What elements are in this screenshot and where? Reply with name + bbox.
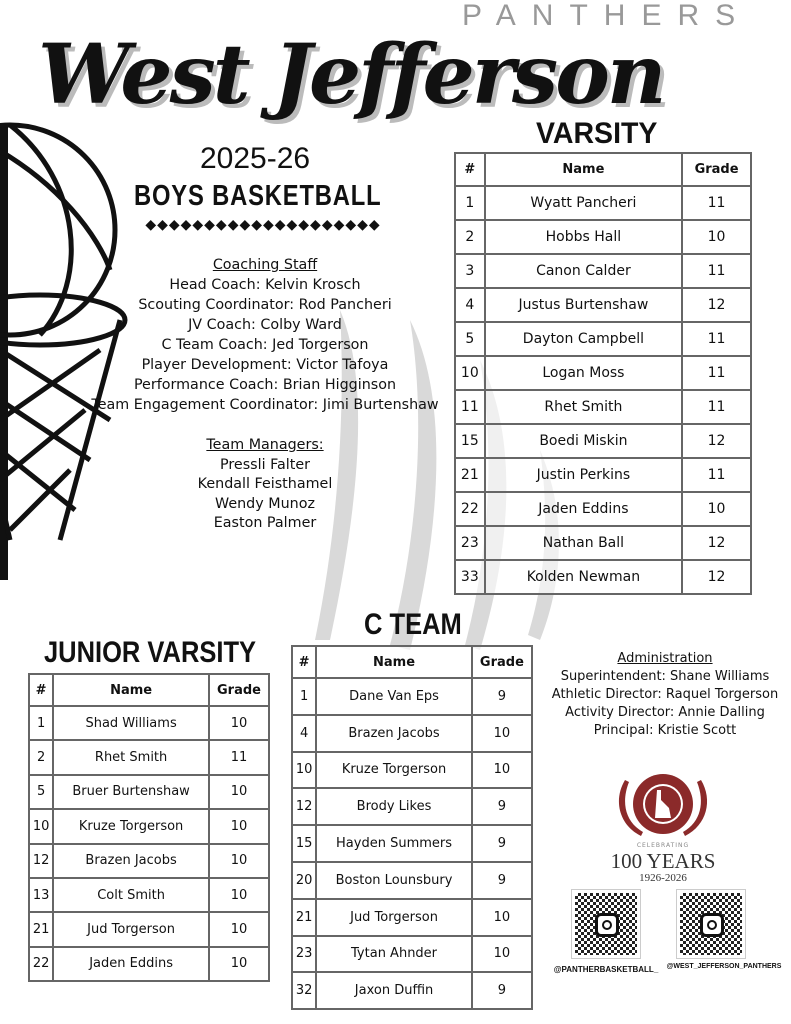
table-row [292, 936, 532, 973]
table-row [29, 740, 269, 774]
player-name: Jaxon Duffin [316, 972, 472, 1009]
column-header-grade: Grade [209, 674, 269, 706]
player-grade: 11 [682, 254, 751, 288]
varsity-title: VARSITY [536, 117, 658, 150]
table-row [455, 560, 751, 594]
team-managers-heading: Team Managers: [206, 437, 324, 453]
school-title: West Jefferson [38, 27, 664, 123]
staff-item: Player Development: Victor Tafoya [141, 357, 389, 373]
manager-item: Pressli Falter [219, 456, 311, 473]
player-grade: 12 [682, 424, 751, 458]
player-name: Dayton Campbell [485, 322, 682, 356]
instagram-handle: @WEST_JEFFERSON_PANTHERS [666, 963, 782, 970]
table-row [455, 288, 751, 322]
logo-celebrating: CELEBRATING [636, 842, 690, 849]
player-grade: 10 [209, 809, 269, 843]
table-row [455, 220, 751, 254]
table-row [455, 492, 751, 526]
player-grade: 10 [209, 844, 269, 878]
table-row [292, 862, 532, 899]
player-grade: 10 [472, 899, 532, 936]
player-grade: 11 [682, 356, 751, 390]
table-header-row [455, 153, 751, 186]
table-row [455, 458, 751, 492]
player-grade: 12 [682, 560, 751, 594]
column-header-number: # [455, 153, 485, 186]
logo-year-range: 1926-2026 [639, 872, 687, 884]
player-number: 21 [455, 458, 485, 492]
player-name: Tytan Ahnder [316, 936, 472, 973]
player-grade: 11 [682, 458, 751, 492]
player-grade: 10 [209, 706, 269, 740]
player-number: 12 [292, 788, 316, 825]
player-name: Brazen Jacobs [316, 715, 472, 752]
player-grade: 10 [472, 936, 532, 973]
player-grade: 11 [682, 186, 751, 220]
instagram-icon [700, 913, 724, 937]
team-managers [130, 436, 400, 534]
sport-title: BOYS BASKETBALL [134, 180, 382, 212]
player-name: Bruer Burtenshaw [53, 775, 209, 809]
table-row [29, 775, 269, 809]
table-row [292, 752, 532, 789]
staff-item: Scouting Coordinator: Rod Pancheri [138, 297, 392, 313]
player-name: Rhet Smith [53, 740, 209, 774]
c-team-roster-table [291, 645, 533, 1010]
player-number: 4 [455, 288, 485, 322]
player-name: Jud Torgerson [316, 899, 472, 936]
player-grade: 10 [472, 715, 532, 752]
player-number: 13 [29, 878, 53, 912]
ihsaa-100-years-logo [598, 770, 728, 885]
player-grade: 11 [682, 322, 751, 356]
player-number: 21 [29, 912, 53, 946]
player-name: Canon Calder [485, 254, 682, 288]
player-name: Hayden Summers [316, 825, 472, 862]
table-row [29, 878, 269, 912]
player-number: 12 [29, 844, 53, 878]
player-name: Brody Likes [316, 788, 472, 825]
column-header-name: Name [53, 674, 209, 706]
player-name: Kruze Torgerson [316, 752, 472, 789]
player-number: 20 [292, 862, 316, 899]
column-header-grade: Grade [682, 153, 751, 186]
table-row [29, 947, 269, 981]
player-number: 2 [455, 220, 485, 254]
column-header-grade: Grade [472, 646, 532, 678]
table-row [455, 526, 751, 560]
table-row [29, 809, 269, 843]
staff-item: C Team Coach: Jed Torgerson [161, 337, 369, 353]
player-number: 2 [29, 740, 53, 774]
player-number: 21 [292, 899, 316, 936]
admin-item: Athletic Director: Raquel Torgerson [551, 687, 779, 702]
staff-item: Head Coach: Kelvin Krosch [169, 277, 361, 293]
player-grade: 11 [209, 740, 269, 774]
column-header-number: # [292, 646, 316, 678]
c-team-title: C TEAM [364, 608, 462, 641]
player-name: Shad Williams [53, 706, 209, 740]
column-header-name: Name [316, 646, 472, 678]
junior-varsity-roster-table [28, 673, 270, 982]
player-number: 1 [29, 706, 53, 740]
player-grade: 9 [472, 825, 532, 862]
column-header-name: Name [485, 153, 682, 186]
player-number: 23 [455, 526, 485, 560]
ihsaa-seal-icon [613, 770, 713, 838]
table-row [455, 186, 751, 220]
player-number: 22 [455, 492, 485, 526]
player-grade: 12 [682, 526, 751, 560]
player-grade: 9 [472, 862, 532, 899]
coaching-staff-heading: Coaching Staff [212, 257, 318, 273]
table-row [455, 254, 751, 288]
player-name: Kruze Torgerson [53, 809, 209, 843]
player-name: Wyatt Pancheri [485, 186, 682, 220]
player-number: 10 [455, 356, 485, 390]
table-row [455, 390, 751, 424]
table-row [455, 424, 751, 458]
varsity-roster-table [454, 152, 752, 595]
player-grade: 11 [682, 390, 751, 424]
table-row [29, 706, 269, 740]
table-row [455, 322, 751, 356]
manager-item: Kendall Feisthamel [197, 476, 333, 492]
diamond-divider: ◆◆◆◆◆◆◆◆◆◆◆◆◆◆◆◆◆◆◆◆ [145, 217, 381, 233]
player-grade: 9 [472, 788, 532, 825]
player-name: Rhet Smith [485, 390, 682, 424]
instagram-handle: @PANTHERBASKETBALL_ [553, 965, 659, 974]
table-row [292, 715, 532, 752]
player-grade: 10 [209, 912, 269, 946]
table-row [29, 912, 269, 946]
staff-item: Team Engagement Coordinator: Jimi Burtenshaw [91, 397, 439, 413]
player-number: 1 [292, 678, 316, 715]
instagram-qr-code-pantherbasketball[interactable] [572, 890, 640, 958]
player-grade: 10 [472, 752, 532, 789]
player-grade: 9 [472, 972, 532, 1009]
player-number: 4 [292, 715, 316, 752]
admin-item: Activity Director: Annie Dalling [565, 705, 765, 720]
staff-item: JV Coach: Colby Ward [188, 317, 342, 333]
manager-item: Easton Palmer [213, 515, 317, 531]
manager-item: Wendy Munoz [215, 495, 315, 512]
coaching-staff [80, 255, 450, 415]
player-grade: 10 [682, 492, 751, 526]
player-number: 32 [292, 972, 316, 1009]
player-name: Logan Moss [485, 356, 682, 390]
player-grade: 10 [209, 947, 269, 981]
player-name: Jaden Eddins [53, 947, 209, 981]
table-header-row [292, 646, 532, 678]
table-header-row [29, 674, 269, 706]
player-grade: 10 [209, 775, 269, 809]
player-name: Jud Torgerson [53, 912, 209, 946]
table-row [292, 678, 532, 715]
player-number: 33 [455, 560, 485, 594]
player-number: 15 [455, 424, 485, 458]
table-row [292, 825, 532, 862]
table-row [292, 972, 532, 1009]
player-number: 5 [29, 775, 53, 809]
mascot-name: PANTHERS [462, 0, 752, 32]
junior-varsity-title: JUNIOR VARSITY [44, 636, 257, 669]
player-grade: 10 [682, 220, 751, 254]
player-name: Hobbs Hall [485, 220, 682, 254]
player-number: 23 [292, 936, 316, 973]
admin-item: Principal: Kristie Scott [593, 723, 737, 738]
player-name: Justin Perkins [485, 458, 682, 492]
player-name: Justus Burtenshaw [485, 288, 682, 322]
table-row [292, 788, 532, 825]
player-number: 22 [29, 947, 53, 981]
player-number: 10 [29, 809, 53, 843]
season: 2025-26 [200, 142, 311, 175]
player-number: 15 [292, 825, 316, 862]
player-number: 3 [455, 254, 485, 288]
table-row [292, 899, 532, 936]
player-name: Kolden Newman [485, 560, 682, 594]
player-number: 11 [455, 390, 485, 424]
player-name: Nathan Ball [485, 526, 682, 560]
player-grade: 9 [472, 678, 532, 715]
player-name: Colt Smith [53, 878, 209, 912]
player-name: Brazen Jacobs [53, 844, 209, 878]
logo-years: 100 YEARS [610, 849, 716, 873]
admin-item: Superintendent: Shane Williams [560, 669, 770, 684]
player-name: Boston Lounsbury [316, 862, 472, 899]
column-header-number: # [29, 674, 53, 706]
instagram-icon [595, 913, 619, 937]
table-row [455, 356, 751, 390]
player-number: 1 [455, 186, 485, 220]
staff-item: Performance Coach: Brian Higginson [133, 377, 397, 393]
player-number: 10 [292, 752, 316, 789]
table-row [29, 844, 269, 878]
administration [540, 650, 790, 740]
player-number: 5 [455, 322, 485, 356]
player-name: Dane Van Eps [316, 678, 472, 715]
player-name: Jaden Eddins [485, 492, 682, 526]
instagram-qr-code-west-jefferson-panthers[interactable] [677, 890, 745, 958]
player-name: Boedi Miskin [485, 424, 682, 458]
player-grade: 10 [209, 878, 269, 912]
administration-heading: Administration [617, 651, 713, 666]
player-grade: 12 [682, 288, 751, 322]
